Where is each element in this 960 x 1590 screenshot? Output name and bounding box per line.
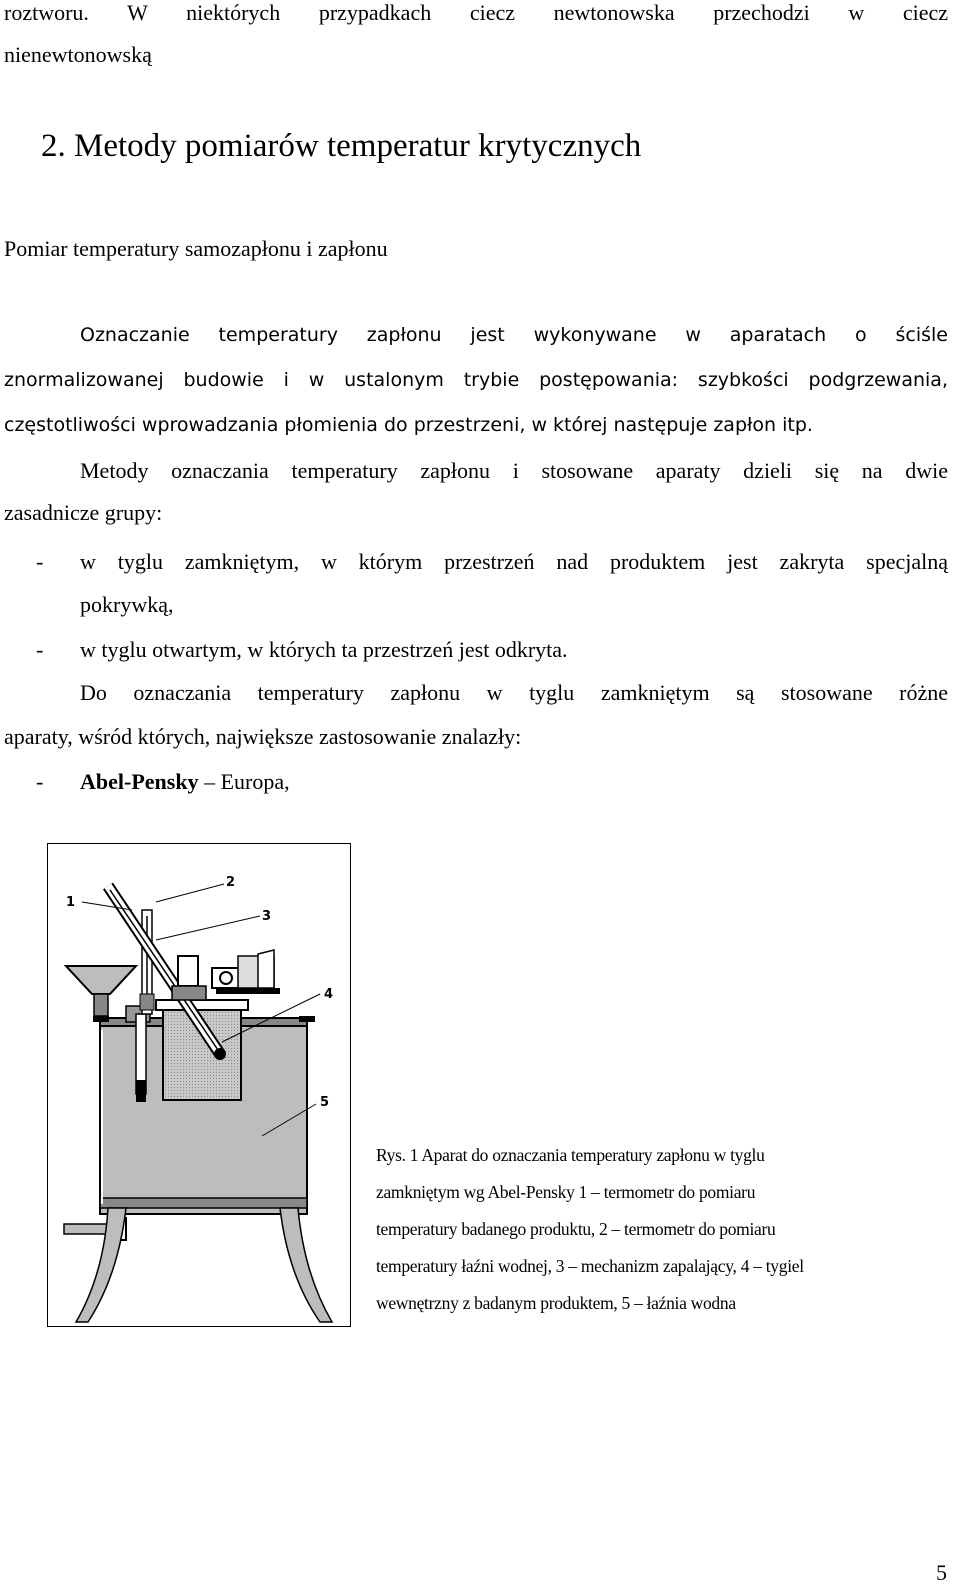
figure-label-4: 4 [324, 987, 334, 1002]
apparatus-region: – Europa, [198, 769, 290, 794]
stand-legs [76, 1208, 332, 1322]
figure-label-1: 1 [66, 895, 76, 910]
section-subheading: Pomiar temperatury samozapłonu i zapłonu [4, 236, 388, 261]
figure-caption-line-3: temperatury badanego produktu, 2 – termometr do pomiaru [376, 1219, 776, 1239]
list1-dash-2: - [36, 637, 44, 662]
section-heading: 2. Metody pomiarów temperatur krytycznych [41, 128, 642, 164]
figure-caption-line-4: temperatury łaźni wodnej, 3 – mechanizm zapalający, 4 – tygiel [376, 1256, 804, 1276]
ignition-mechanism [172, 950, 280, 1000]
list1-item-1-line-1: w tyglu zamkniętym, w którym przestrzeń nad produktem jest zakryta specjalną [80, 549, 948, 574]
para3-line-1: Do oznaczania temperatury zapłonu w tyglu zamkniętym są stosowane różne [80, 680, 948, 705]
figure-label-5: 5 [320, 1095, 330, 1110]
list1-item-1-line-2: pokrywką, [80, 592, 174, 617]
para2-line-1: Metody oznaczania temperatury zapłonu i stosowane aparaty dzieli się na dwie [80, 458, 948, 483]
figure-label-3: 3 [262, 909, 272, 924]
inner-crucible [156, 1000, 248, 1100]
list2-item [80, 769, 290, 795]
list1-dash-1: - [36, 549, 44, 574]
list2-dash: - [36, 769, 44, 794]
apparatus-name: Abel-Pensky [80, 769, 199, 794]
figure-caption-line-1: Rys. 1 Aparat do oznaczania temperatury zapłonu w tyglu [376, 1145, 765, 1165]
intro-line-2: nienewtonowską [4, 42, 152, 67]
page-number: 5 [936, 1560, 947, 1585]
para1-line-2: znormalizowanej budowie i w ustalonym trybie postępowania: szybkości podgrzewania, [4, 369, 948, 391]
intro-line-1: roztworu. W niektórych przypadkach ciecz newtonowska przechodzi w ciecz [4, 0, 948, 25]
list1-item-2: w tyglu otwartym, w których ta przestrzeń jest odkryta. [80, 637, 568, 662]
para2-line-2: zasadnicze grupy: [4, 500, 163, 525]
figure-caption-line-2: zamkniętym wg Abel-Pensky 1 – termometr do pomiaru [376, 1182, 756, 1202]
figure-label-2: 2 [226, 875, 236, 890]
abel-pensky-apparatus-drawing [48, 844, 349, 1325]
apparatus-figure [47, 843, 351, 1327]
para1-line-1: Oznaczanie temperatury zapłonu jest wykonywane w aparatach o ściśle [80, 324, 948, 346]
para3-line-2: aparaty, wśród których, największe zastosowanie znalazły: [4, 724, 522, 749]
figure-caption-line-5: wewnętrzny z badanym produktem, 5 – łaźnia wodna [376, 1293, 736, 1313]
para1-line-3: częstotliwości wprowadzania płomienia do przestrzeni, w której następuje zapłon itp. [4, 414, 813, 436]
